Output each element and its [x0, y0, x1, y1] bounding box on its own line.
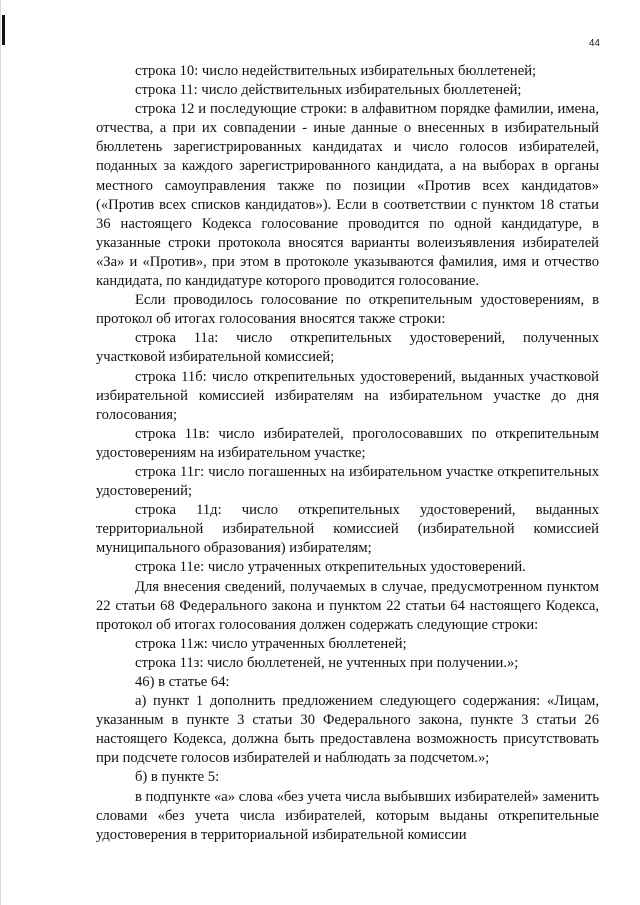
paragraph: строка 11г: число погашенных на избирательном участке открепительных удостоверений; — [96, 463, 599, 500]
paragraph: строка 11д: число открепительных удостоверений, выданных территориальной избирательной комиссией (избирательной комиссией муниципального образования) избирателям; — [96, 502, 599, 557]
paragraph: строка 10: число недействительных избирательных бюллетеней; — [135, 63, 537, 79]
paragraph: строка 11е: число утраченных открепительных удостоверений. — [135, 559, 526, 576]
paragraph: а) пункт 1 дополнить предложением следующего содержания: «Лицам, указанным в пункте 3 статьи 30 Федерального закона, пункте 3 статьи 26 настоящего Кодекса, должна быть предоставлена возможность присутствовать при подсчете голосов избирателей и наблюдать за подсчетом.»; — [96, 693, 599, 767]
paragraph: Для внесения сведений, получаемых в случае, предусмотренном пунктом 22 статьи 68 Федерального закона и пунктом 22 статьи 64 настоящего Кодекса, протокол об итогах голосования должен содержать следующие строки: — [96, 578, 599, 633]
paragraph: строка 12 и последующие строки: в алфавитном порядке фамилии, имена, отчества, а при их совпадении - иные данные о внесенных в избирательный бюллетень зарегистрированных кандидатах и число голосов избирателей, поданных за каждого зарегистрированного кандидата, а на выборах в органы местного самоуправления также по позиции «Против всех кандидатов» («Против всех списков кандидатов»). Если в соответствии с пунктом 18 статьи 36 настоящего Кодекса голосование проводится по одной кандидатуре, в указанные строки протокола вносятся варианты волеизъявления избирателей «За» и «Против», при этом в протоколе указываются фамилия, имя и отчество кандидата, по кандидатуре которого проводится голосование. — [96, 101, 599, 290]
paragraph: строка 11: число действительных избирательных бюллетеней; — [135, 82, 522, 99]
paragraph: в подпункте «а» слова «без учета числа выбывших избирателей» заменить словами «без учета числа избирателей, которым выданы открепительные удостоверения в территориальной избирательной комиссии — [96, 788, 599, 843]
paragraph: строка 11ж: число утраченных бюллетеней; — [135, 635, 407, 652]
paragraph: 46) в статье 64: — [135, 674, 230, 690]
paragraph: строка 11а: число открепительных удостоверений, полученных участковой избирательной комиссией; — [96, 330, 599, 366]
scan-mark — [2, 15, 5, 45]
document-body — [96, 62, 599, 845]
paragraph: строка 11з: число бюллетеней, не учтенных при получении.»; — [135, 654, 519, 671]
page-number: 44 — [588, 38, 600, 49]
page-edge — [0, 0, 1, 905]
paragraph: Если проводилось голосование по открепительным удостоверениям, в протокол об итогах голосования вносятся также строки: — [96, 292, 599, 328]
paragraph: строка 11в: число избирателей, проголосовавших по открепительным удостоверениям на избирательном участке; — [96, 425, 599, 461]
paragraph: строка 11б: число открепительных удостоверений, выданных участковой избирательной комиссией избирателям на избирательном участке до дня голосования; — [96, 368, 599, 423]
paragraph: б) в пункте 5: — [135, 769, 220, 786]
